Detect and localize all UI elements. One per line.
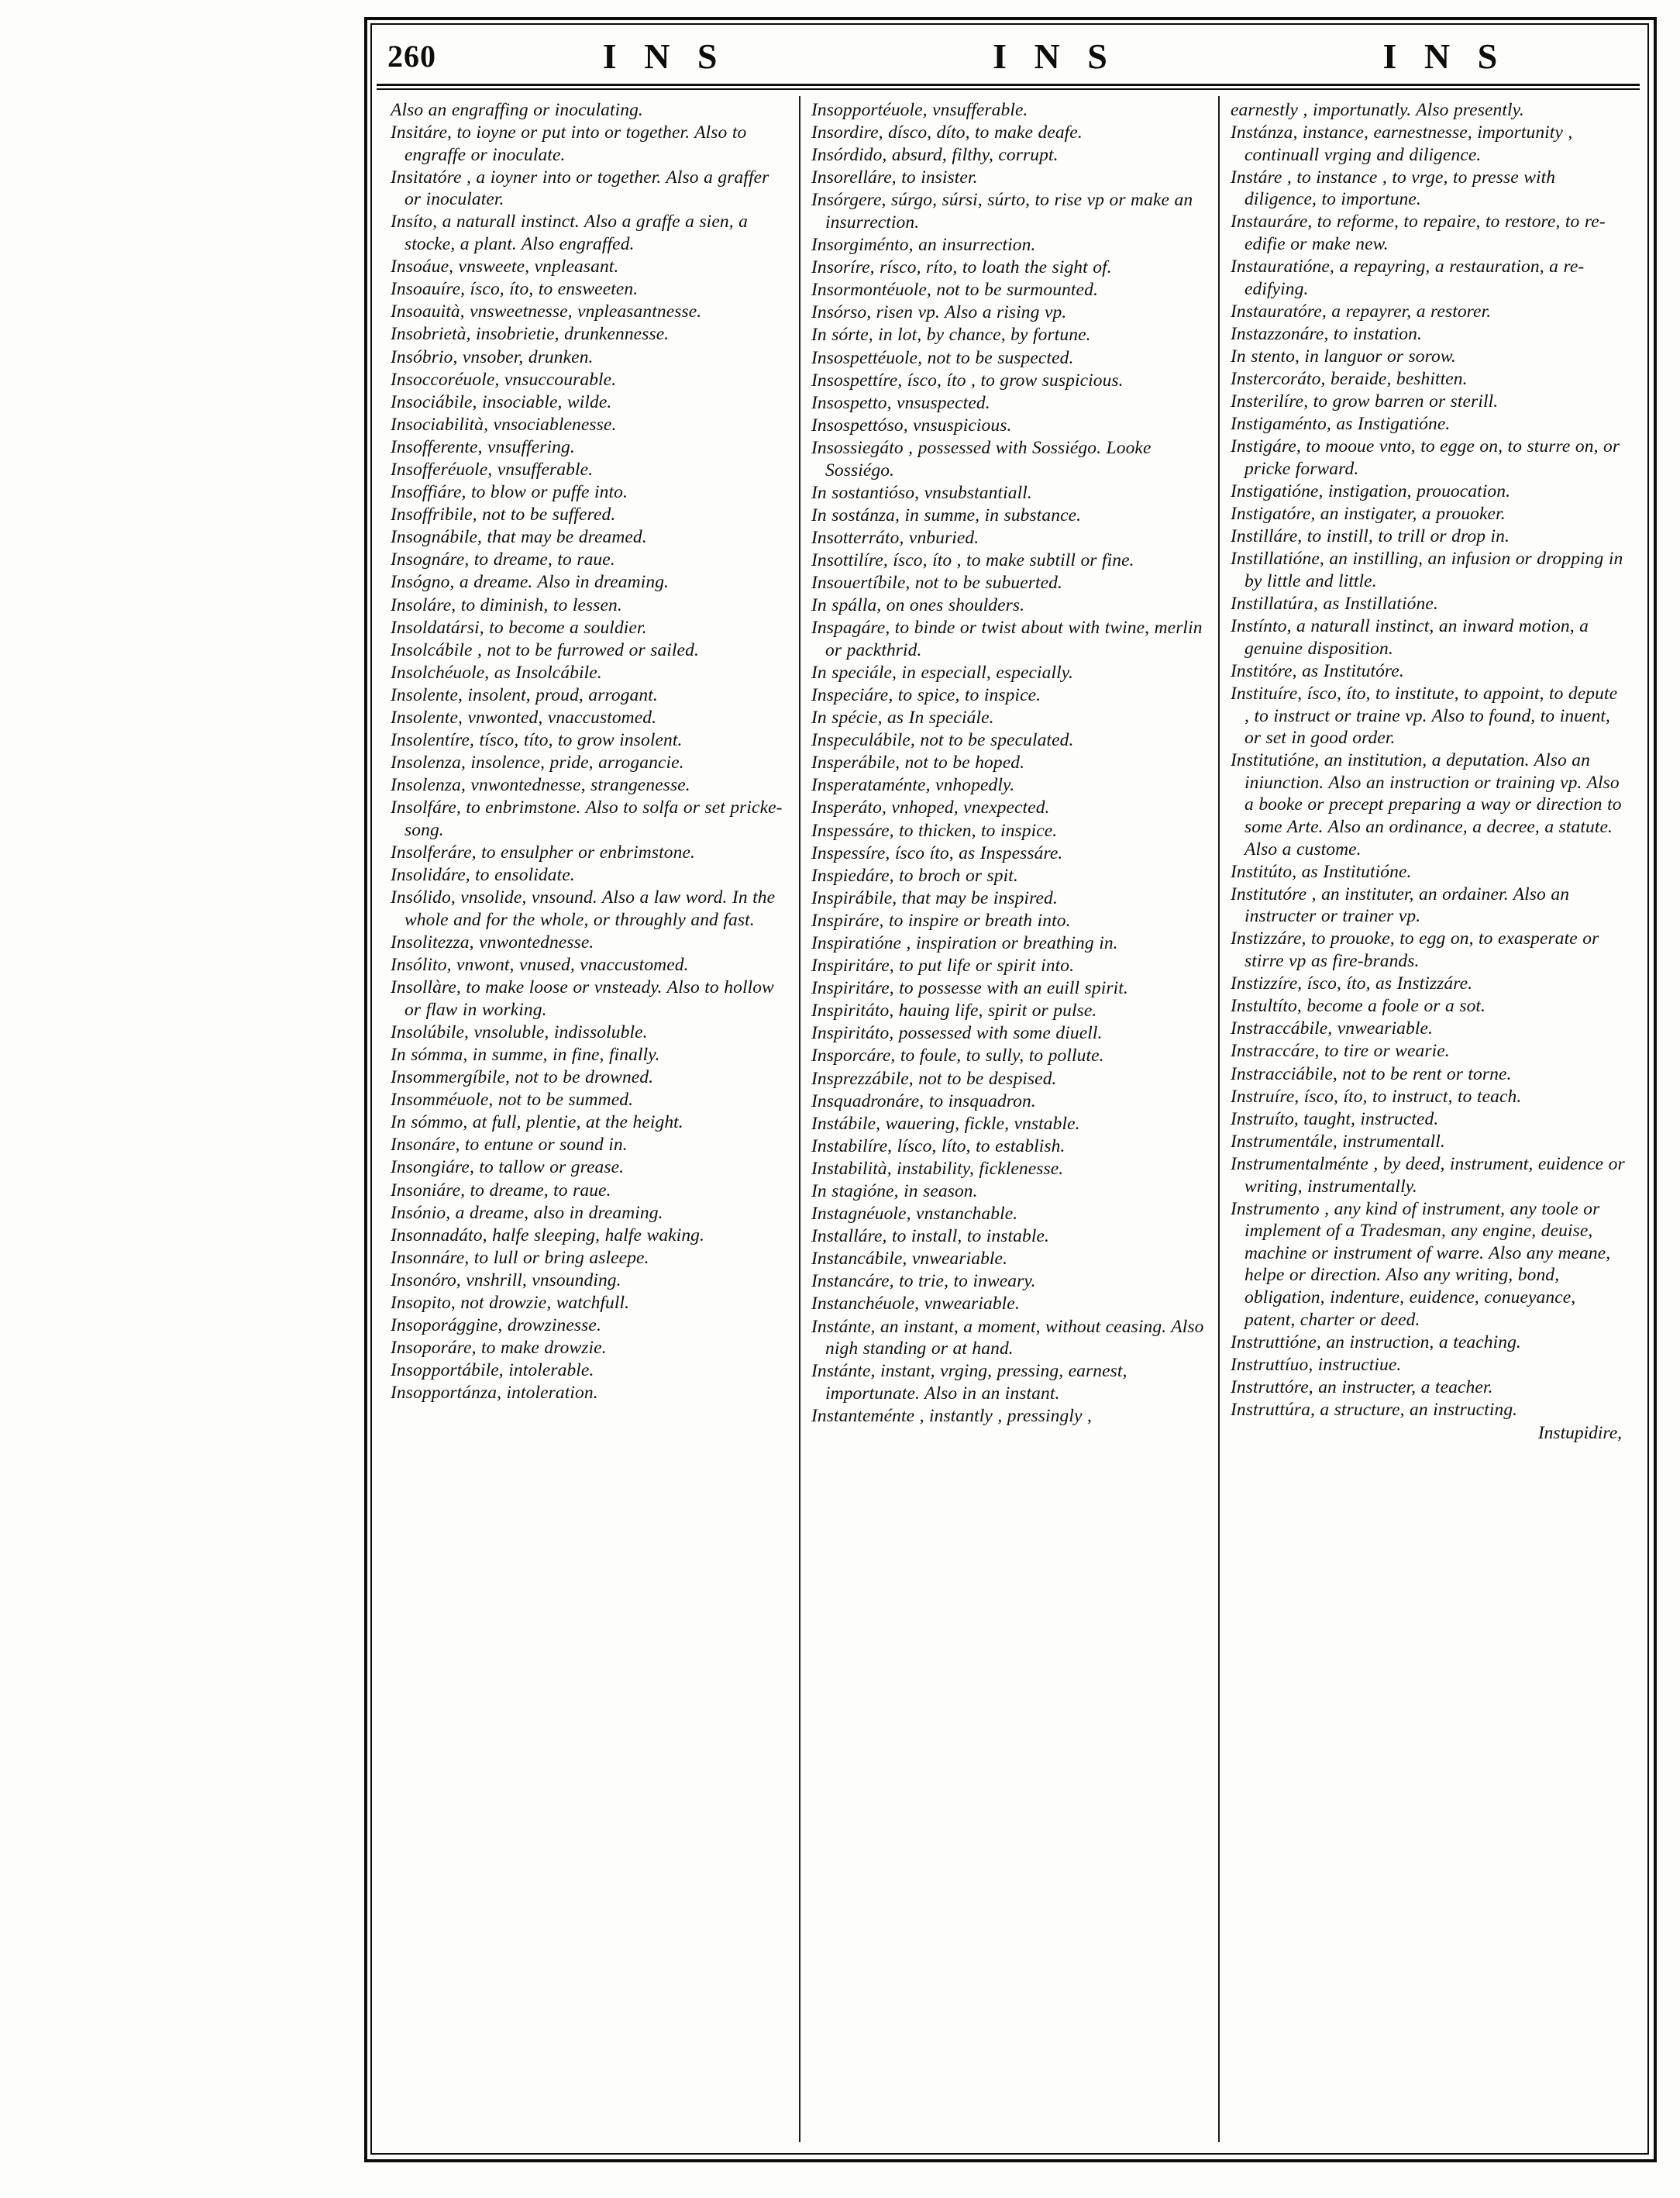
dictionary-entry: Insopportéuole, vnsufferable. — [811, 100, 1028, 120]
dictionary-entry: Instraccábile, vnweariable. — [1231, 1018, 1433, 1039]
dictionary-entry: Insolchéuole, as Insolcábile. — [391, 662, 602, 683]
dictionary-entry: Insotterráto, vnburied. — [811, 527, 979, 548]
dictionary-entry: Insprezzábile, not to be despised. — [811, 1068, 1057, 1089]
dictionary-entry: Insquadronáre, to insquadron. — [811, 1090, 1036, 1111]
dictionary-entry: Institúto, as Institutióne. — [1231, 861, 1412, 882]
header-rule — [377, 84, 1640, 86]
dictionary-entry: Insíto, a naturall instinct. Also a graffe a sien, a stocke, a plant. Also engraffed. — [391, 212, 748, 255]
dictionary-entry: Insólido, vnsolide, vnsound. Also a law word. In the whole and for the whole, or throughly and fast. — [391, 887, 776, 930]
dictionary-entry: Insopportánza, intoleration. — [391, 1383, 598, 1404]
dictionary-entry: Insterilíre, to grow barren or sterill. — [1231, 391, 1499, 412]
dictionary-entry: Insoáue, vnsweete, vnpleasant. — [391, 257, 619, 277]
dictionary-entry: Insobrietà, insobrietie, drunkennesse. — [391, 324, 670, 345]
dictionary-entry: In stagióne, in season. — [811, 1181, 978, 1201]
dictionary-entry: In sostánza, in summe, in substance. — [811, 505, 1082, 525]
dictionary-entry: Insottilíre, ísco, íto , to make subtill or fine. — [811, 550, 1134, 570]
dictionary-entry: Instabilíre, lísco, líto, to establish. — [811, 1135, 1065, 1156]
dictionary-entry: Insóbrio, vnsober, drunken. — [391, 346, 594, 367]
dictionary-entry: Insitáre, to ioyne or put into or together. Also to engraffe or inoculate. — [391, 122, 747, 165]
dictionary-entry: Instruttíuo, instructiue. — [1231, 1354, 1402, 1375]
dictionary-entry: Instáre , to instance , to vrge, to presse with diligence, to importune. — [1231, 167, 1556, 210]
dictionary-entry: earnestly , importunatly. Also presently. — [1231, 100, 1524, 120]
dictionary-entry: Insolidáre, to ensolidate. — [391, 865, 575, 886]
dictionary-entry: Inspiritáre, to possesse with an euill spirit. — [811, 978, 1128, 999]
dictionary-entry: Inspiritáre, to put life or spirit into. — [811, 956, 1075, 977]
dictionary-entry: Insolente, insolent, proud, arrogant. — [391, 684, 658, 705]
dictionary-entry: Instultíto, become a foole or a sot. — [1231, 996, 1486, 1017]
dictionary-entry: Insopito, not drowzie, watchfull. — [391, 1292, 630, 1313]
dictionary-entry: Insolenza, vnwontednesse, strangenesse. — [391, 775, 690, 796]
dictionary-entry: Insolente, vnwonted, vnaccustomed. — [391, 708, 657, 729]
dictionary-entry: Instazzonáre, to instation. — [1231, 323, 1422, 344]
running-head-3: I N S — [1382, 36, 1507, 76]
dictionary-entry: Insoffiáre, to blow or puffe into. — [391, 482, 628, 503]
dictionary-entry: Instizzíre, ísco, íto, as Instizzáre. — [1231, 973, 1473, 994]
dictionary-entry: Insperáto, vnhoped, vnexpected. — [811, 798, 1050, 818]
dictionary-entry: Insossiegáto , possessed with Sossiégo. Looke Sossiégo. — [811, 437, 1152, 481]
dictionary-entry: Insolenza, insolence, pride, arrogancie. — [391, 753, 684, 773]
dictionary-entry: Insonóro, vnshrill, vnsounding. — [391, 1270, 621, 1290]
dictionary-entry: Instigatióne, instigation, prouocation. — [1231, 481, 1511, 502]
dictionary-entry: Insociábile, insociable, wilde. — [391, 391, 612, 412]
dictionary-entry: Insperábile, not to be hoped. — [811, 753, 1025, 773]
dictionary-entry: Insouertíbile, not to be subuerted. — [811, 572, 1063, 593]
text-column-1 — [380, 96, 799, 2142]
dictionary-entry: Insoporággine, drowzinesse. — [391, 1315, 601, 1336]
dictionary-entry: Instigaménto, as Instigatióne. — [1231, 414, 1451, 435]
dictionary-entry: Institóre, as Institutóre. — [1231, 660, 1404, 681]
dictionary-entry: Instanchéuole, vnweariable. — [811, 1294, 1020, 1314]
dictionary-entry: Insommergíbile, not to be drowned. — [391, 1067, 654, 1088]
dictionary-entry: In sórte, in lot, by chance, by fortune. — [811, 325, 1091, 346]
running-head — [470, 36, 1640, 77]
dictionary-entry: Instruíre, ísco, íto, to instruct, to teach. — [1231, 1086, 1522, 1107]
dictionary-entry: Insporcáre, to foule, to sully, to pollute. — [811, 1046, 1104, 1066]
dictionary-entry: Instancábile, vnweariable. — [811, 1249, 1008, 1270]
dictionary-entry: Instigáre, to mooue vnto, to egge on, to sturre on, or pricke forward. — [1231, 436, 1620, 479]
dictionary-entry: Instánte, instant, vrging, pressing, earnest, importunate. Also in an instant. — [811, 1361, 1127, 1404]
dictionary-entry: Instigatóre, an instigater, a prouoker. — [1231, 504, 1506, 525]
dictionary-entry: Inspiritáto, possessed with some diuell. — [811, 1023, 1103, 1044]
dictionary-entry: Insociabilità, vnsociablenesse. — [391, 414, 617, 435]
dictionary-entry: Insospettéuole, not to be suspected. — [811, 347, 1074, 368]
dictionary-entry: Insógno, a dreame. Also in dreaming. — [391, 572, 670, 593]
folio-number: 260 — [387, 38, 436, 74]
dictionary-entry: Insórso, risen vp. Also a rising vp. — [811, 302, 1067, 323]
dictionary-entry: Instracciábile, not to be rent or torne. — [1231, 1063, 1512, 1084]
dictionary-entry: Insonnadáto, halfe sleeping, halfe waking. — [391, 1225, 704, 1245]
catchword: Instupidire, — [1537, 1422, 1622, 1443]
dictionary-entry: Insonnáre, to lull or bring asleepe. — [391, 1247, 649, 1268]
dictionary-entry: Inspiritáto, hauing life, spirit or pulse. — [811, 1001, 1097, 1021]
dictionary-entry: Instruttióne, an instruction, a teaching. — [1231, 1332, 1521, 1352]
dictionary-entry: Insognáre, to dreame, to raue. — [391, 550, 615, 570]
dictionary-entry: Instínto, a naturall instinct, an inward motion, a genuine disposition. — [1231, 616, 1589, 659]
dictionary-entry: In spécie, as In speciále. — [811, 708, 994, 729]
dictionary-entry: Instizzáre, to prouoke, to egg on, to exasperate or stirre vp as fire-brands. — [1231, 928, 1599, 972]
dictionary-entry: Insomméuole, not to be summed. — [391, 1090, 634, 1111]
dictionary-entry: Instrumentále, instrumentall. — [1231, 1131, 1445, 1152]
dictionary-entry: Inspagáre, to binde or twist about with twine, merlin or packthrid. — [811, 618, 1203, 660]
dictionary-entry: Inspessíre, ísco íto, as Inspessáre. — [811, 842, 1063, 863]
dictionary-entry: Inspiráre, to inspire or breath into. — [811, 910, 1071, 931]
dictionary-entry: Insórgere, súrgo, súrsi, súrto, to rise vp or make an insurrection. — [811, 190, 1193, 233]
dictionary-entry: Instillatióne, an instilling, an infusion or dropping in by little and little. — [1231, 549, 1623, 591]
dictionary-entry: Instagnéuole, vnstanchable. — [811, 1204, 1018, 1225]
dictionary-entry: In stento, in languor or sorow. — [1231, 346, 1456, 367]
dictionary-entry: In sómmo, at full, plentie, at the height. — [391, 1112, 683, 1133]
dictionary-entry: In sostantióso, vnsubstantiall. — [811, 482, 1032, 503]
dictionary-entry: Also an engraffing or inoculating. — [391, 100, 643, 120]
dictionary-entry: Instercoráto, beraide, beshitten. — [1231, 369, 1468, 390]
dictionary-entry: Inspiratióne , inspiration or breathing in. — [811, 932, 1118, 953]
dictionary-entry: In sómma, in summe, in fine, finally. — [391, 1044, 660, 1065]
dictionary-entry: Insofferente, vnsuffering. — [391, 436, 575, 457]
dictionary-entry: Installáre, to install, to instable. — [811, 1226, 1049, 1247]
dictionary-entry: Insonáre, to entune or sound in. — [391, 1135, 628, 1156]
dictionary-entry: Insoríre, rísco, ríto, to loath the sight of. — [811, 257, 1112, 278]
dictionary-entry: Instillatúra, as Instillatióne. — [1231, 594, 1438, 615]
dictionary-entry: Insolentíre, tísco, títo, to grow insolent. — [391, 730, 683, 751]
dictionary-entry: Inspessáre, to thicken, to inspice. — [811, 820, 1058, 841]
dictionary-entry: Instraccáre, to tire or wearie. — [1231, 1041, 1450, 1062]
dictionary-entry: Instancáre, to trie, to inweary. — [811, 1271, 1036, 1292]
dictionary-entry: Instauráre, to reforme, to repaire, to restore, to re-edifie or make new. — [1231, 212, 1606, 255]
dictionary-entry: Insognábile, that may be dreamed. — [391, 527, 647, 548]
dictionary-entry: Instanteménte , instantly , pressingly , — [811, 1405, 1092, 1426]
dictionary-entry: Instruíto, taught, instructed. — [1231, 1108, 1439, 1129]
dictionary-entry: Institutióne, an institution, a deputation. Also an iniunction. Also an instruction or training vp. Also a booke or precept preparing a way or direction to some Arte. Also an ordinance, a decree, a statute. Also a custome. — [1231, 750, 1622, 860]
dictionary-entry: Insolitezza, vnwontednesse. — [391, 932, 594, 953]
dictionary-entry: Insoláre, to diminish, to lessen. — [391, 594, 622, 615]
dictionary-entry: Instrumento , any kind of instrument, any toole or implement of a Tradesman, any engine, deuise, machine or instrument of warre. Also any meane, helpe or direction. Also any writing, bond, obligation, indenture, euidence, conueyance, patent, charter or deed. — [1231, 1198, 1611, 1330]
dictionary-entry: Instrumentalménte , by deed, instrument, euidence or writing, instrumentally. — [1231, 1153, 1625, 1197]
dictionary-entry: Insoccoréuole, vnsuccourable. — [391, 369, 617, 390]
dictionary-entry: Insollàre, to make loose or vnsteady. Also to hollow or flaw in working. — [391, 977, 774, 1020]
dictionary-entry: Instilláre, to instill, to trill or drop in. — [1231, 526, 1510, 547]
dictionary-entry: Insoporáre, to make drowzie. — [391, 1338, 607, 1359]
dictionary-entry: Insoniáre, to dreame, to raue. — [391, 1180, 611, 1201]
dictionary-entry: Instruttúra, a structure, an instructing. — [1231, 1399, 1518, 1420]
dictionary-entry: Instruttóre, an instructer, a teacher. — [1231, 1376, 1493, 1397]
dictionary-entry: Instauratióne, a repayring, a restauration, a re-edifying. — [1231, 257, 1585, 299]
text-columns — [380, 96, 1638, 2142]
dictionary-entry: In spálla, on ones shoulders. — [811, 595, 1025, 616]
dictionary-entry: Insongiáre, to tallow or grease. — [391, 1157, 625, 1178]
dictionary-entry: Insospettóso, vnsuspicious. — [811, 415, 1012, 436]
dictionary-entry: In speciále, in especiall, especially. — [811, 662, 1073, 683]
dictionary-entry: Insitatóre , a ioyner into or together. Also a graffer or inoculater. — [391, 167, 769, 210]
dictionary-entry: Insorgiménto, an insurrection. — [811, 235, 1036, 256]
running-head-2: I N S — [993, 36, 1117, 76]
dictionary-entry: Inspirábile, that may be inspired. — [811, 887, 1058, 908]
dictionary-entry: Insospetto, vnsuspected. — [811, 392, 990, 413]
dictionary-entry: Insolferáre, to ensulpher or enbrimstone. — [391, 842, 695, 863]
dictionary-entry: Insopportábile, intolerable. — [391, 1360, 594, 1381]
dictionary-entry: Instánte, an instant, a moment, without ceasing. Also nigh standing or at hand. — [811, 1316, 1204, 1359]
dictionary-entry: Insperataménte, vnhopedly. — [811, 775, 1015, 796]
dictionary-entry: Insofferéuole, vnsufferable. — [391, 460, 594, 480]
dictionary-entry: Insórdido, absurd, filthy, corrupt. — [811, 145, 1059, 166]
dictionary-entry: Insordire, dísco, díto, to make deafe. — [811, 122, 1083, 143]
dictionary-entry: Inspeciáre, to spice, to inspice. — [811, 684, 1041, 705]
dictionary-entry: Instábile, wauering, fickle, vnstable. — [811, 1113, 1080, 1134]
dictionary-entry: Insónio, a dreame, also in dreaming. — [391, 1202, 663, 1223]
dictionary-entry: Instánza, instance, earnestnesse, importunity , continuall vrging and diligence. — [1231, 122, 1573, 165]
dictionary-entry: Insolcábile , not to be furrowed or sailed. — [391, 639, 699, 660]
dictionary-entry: Inspeculábile, not to be speculated. — [811, 730, 1074, 751]
page-header — [377, 29, 1640, 82]
dictionary-entry: Insoauíre, ísco, íto, to ensweeten. — [391, 279, 639, 300]
header-rule-second — [377, 88, 1640, 90]
dictionary-entry: Insormontéuole, not to be surmounted. — [811, 280, 1098, 301]
dictionary-entry: Insolfáre, to enbrimstone. Also to solfa or set pricke-song. — [391, 798, 783, 840]
dictionary-entry: Insoffribile, not to be suffered. — [391, 505, 616, 525]
dictionary-entry: Inspiedáre, to broch or spit. — [811, 865, 1018, 886]
dictionary-entry: Institutóre , an instituter, an ordainer. Also an instructer or trainer vp. — [1231, 884, 1570, 927]
dictionary-entry: Insospettíre, ísco, íto , to grow suspicious. — [811, 370, 1124, 391]
dictionary-entry: Instauratóre, a repayrer, a restorer. — [1231, 301, 1492, 322]
dictionary-entry: Insolúbile, vnsoluble, indissoluble. — [391, 1021, 648, 1042]
text-column-2 — [799, 96, 1218, 2142]
running-head-1: I N S — [602, 36, 727, 76]
dictionary-entry: Instabilità, instability, ficklenesse. — [811, 1158, 1064, 1179]
dictionary-entry: Insorelláre, to insister. — [811, 167, 978, 188]
dictionary-entry: Insoldatársi, to become a souldier. — [391, 617, 647, 638]
text-column-3 — [1218, 96, 1637, 2142]
dictionary-entry: Insólito, vnwont, vnused, vnaccustomed. — [391, 955, 689, 976]
dictionary-entry: Insoauità, vnsweetnesse, vnpleasantnesse. — [391, 301, 702, 322]
dictionary-entry: Instituíre, ísco, íto, to institute, to appoint, to depute , to instruct or traine vp. Also to found, to inuent, or set in good order. — [1231, 683, 1618, 749]
